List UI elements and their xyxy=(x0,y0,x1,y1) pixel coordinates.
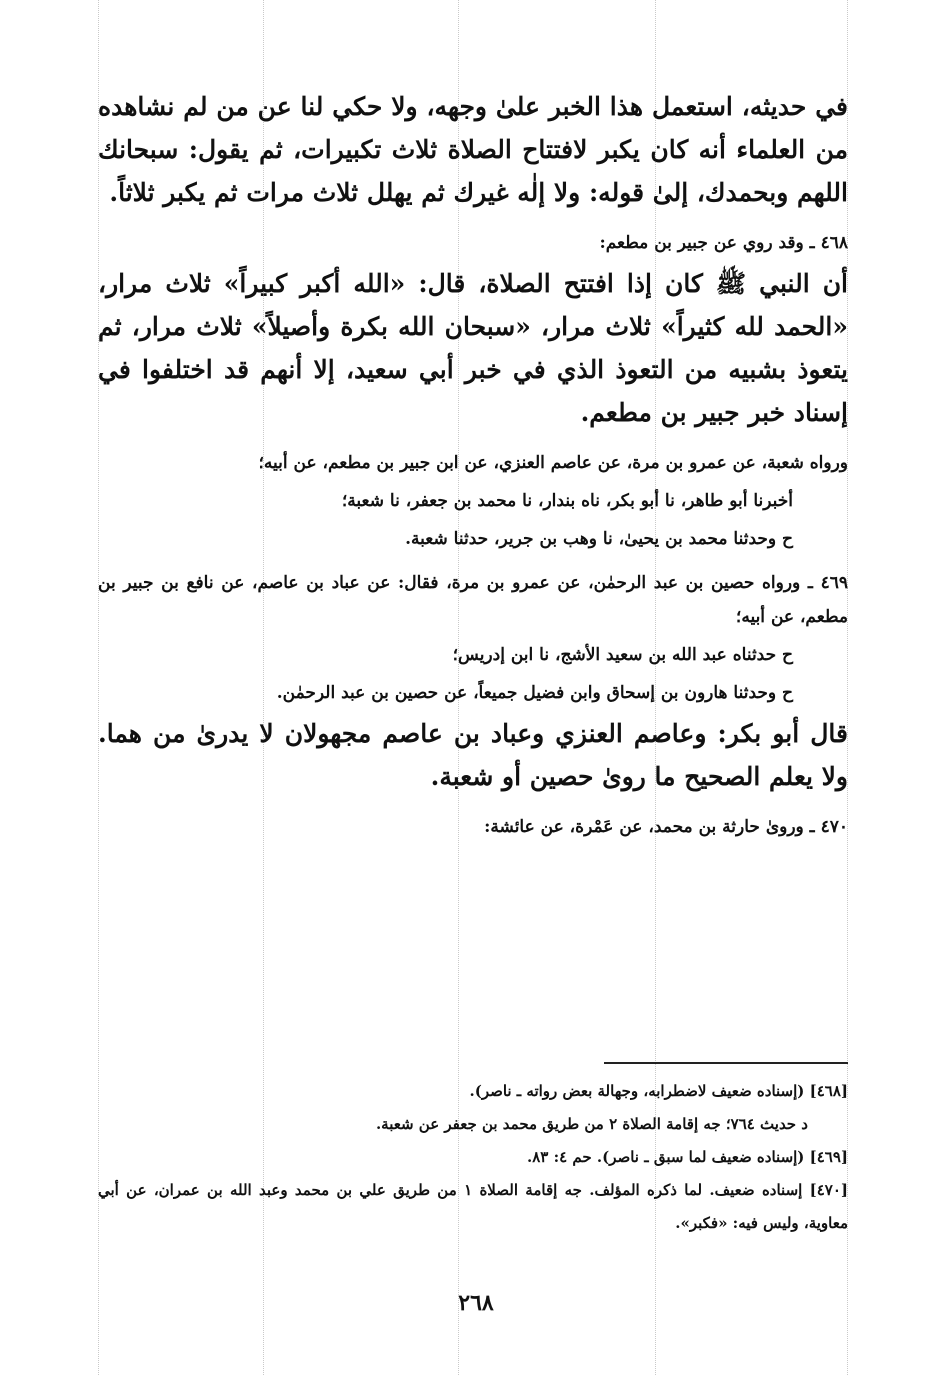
hadith-468-heading: ٤٦٨ ـ وقد روي عن جبير بن مطعم: xyxy=(599,233,848,253)
main-text xyxy=(98,85,848,844)
hadith-470-heading: ٤٧٠ ـ وروىٰ حارثة بن محمد، عن عَمْرة، عن عائشة: xyxy=(484,817,848,837)
page-number: ٢٦٨ xyxy=(458,1290,494,1316)
narration-shuba: ورواه شعبة، عن عمرو بن مرة، عن عاصم العنزي، عن ابن جبير بن مطعم، عن أبيه؛ xyxy=(258,453,848,473)
footnote-469: [٤٦٩] (إسناده ضعيف لما سبق ـ ناصر). حم ٤: ٨٣. xyxy=(527,1148,848,1166)
hadith-469-heading: ٤٦٩ ـ ورواه حصين بن عبد الرحمٰن، عن عمرو بن مرة، فقال: عن عباد بن عاصم، عن نافع بن جبير بن مطعم، عن أبيه؛ xyxy=(98,573,848,627)
isnad-line-3: ح حدثناه عبد الله بن سعيد الأشج، نا ابن إدريس؛ xyxy=(452,645,793,665)
author-comment: قال أبو بكر: وعاصم العنزي وعباد بن عاصم مجهولان لا يدرىٰ من هما. ولا يعلم الصحيح ما روىٰ حصين أو شعبة. xyxy=(98,719,848,791)
isnad-line-1: أخبرنا أبو طاهر، نا أبو بكر، ناه بندار، نا محمد بن جعفر، نا شعبة؛ xyxy=(341,491,793,511)
footnote-468: [٤٦٨] (إسناده ضعيف لاضطرابه، وجهالة بعض رواته ـ ناصر). xyxy=(469,1082,848,1100)
footnote-468-source: د حديث ٧٦٤؛ جه إقامة الصلاة ٢ من طريق محمد بن جعفر عن شعبة. xyxy=(375,1115,808,1133)
hadith-468-text: أن النبي ﷺ كان إذا افتتح الصلاة، قال: «الله أكبر كبيراً» ثلاث مرار، «الحمد لله كثيراً» ثلاث مرار، «سبحان الله بكرة وأصيلاً» ثلاث مرار، ثم يتعوذ بشبيه من التعوذ الذي في خبر أبي سعيد، إلا أنهم قد اختلفوا في إسناد خبر جبير بن مطعم. xyxy=(98,269,848,427)
paragraph-continuation: في حديثه، استعمل هذا الخبر علىٰ وجهه، ولا حكي لنا عن من لم نشاهده من العلماء أنه كان يكبر لافتتاح الصلاة ثلاث تكبيرات، ثم يقول: سبحانك اللهم وبحمدك، إلىٰ قوله: ولا إلٰه غيرك ثم يهلل ثلاث مرات ثم يكبر ثلاثاً. xyxy=(98,92,848,207)
isnad-line-2: ح وحدثنا محمد بن يحيىٰ، نا وهب بن جرير، حدثنا شعبة. xyxy=(405,529,793,549)
footnotes xyxy=(98,1075,848,1240)
footnote-separator xyxy=(604,1062,848,1064)
isnad-line-4: ح وحدثنا هارون بن إسحاق وابن فضيل جميعاً، عن حصين بن عبد الرحمٰن. xyxy=(276,683,793,703)
footnote-470: [٤٧٠] إسناده ضعيف. لما ذكره المؤلف. جه إقامة الصلاة ١ من طريق علي بن محمد وعبد الله بن عمران، عن أبي معاوية، وليس فيه: «فكبر». xyxy=(98,1181,848,1232)
